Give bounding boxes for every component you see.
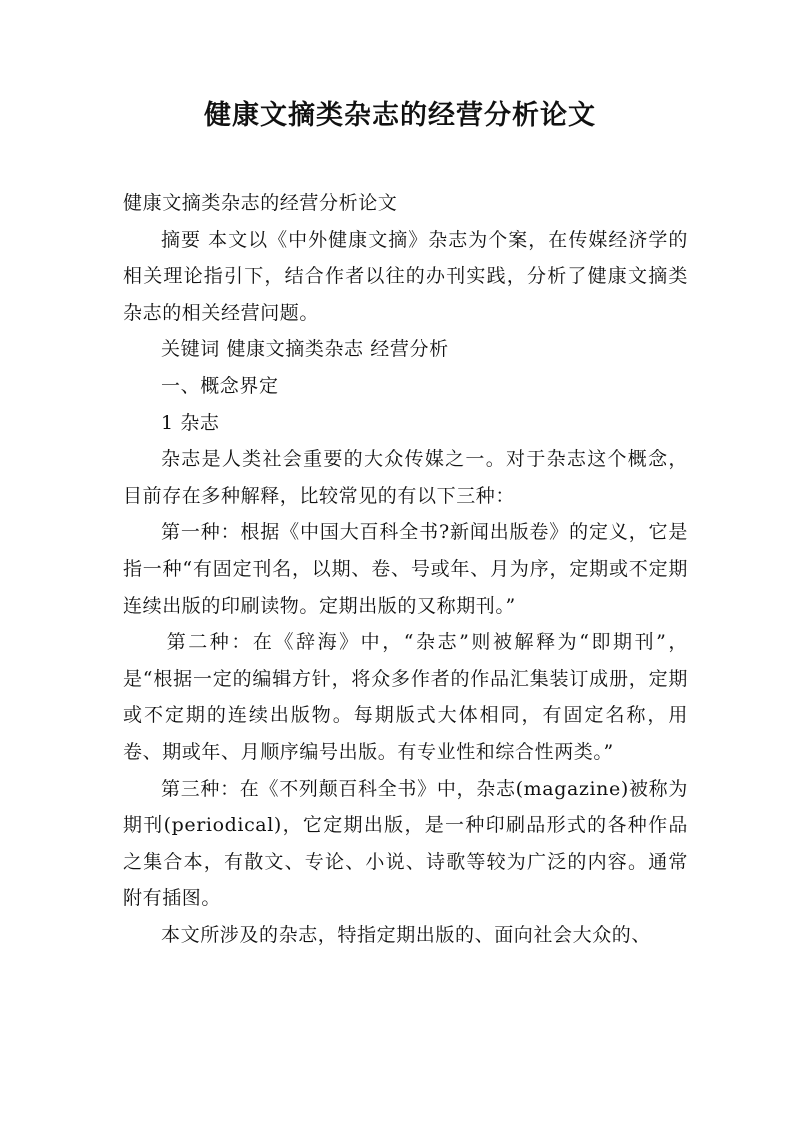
section-heading-concept: 一、概念界定 <box>161 374 279 397</box>
paragraph-abstract: 摘要 本文以《中外健康文摘》杂志为个案，在传媒经济学的相关理论指引下，结合作者以往的办刊实践，分析了健康文摘类杂志的相关经营问题。 <box>123 228 688 324</box>
paragraph-definition-third: 第三种：在《不列颠百科全书》中，杂志(magazine)被称为期刊(periodical)，它定期出版，是一种印刷品形式的各种作品之集合本，有散文、专论、小说、诗歌等较为广泛的内容。通常附有插图。 <box>123 777 688 910</box>
document-body <box>123 185 688 953</box>
paragraph-definition-first: 第一种：根据《中国大百科全书?新闻出版卷》的定义，它是指一种“有固定刊名，以期、卷、号或年、月为序，定期或不定期连续出版的印刷读物。定期出版的又称期刊。” <box>123 521 688 617</box>
paragraph-repeat-title: 健康文摘类杂志的经营分析论文 <box>123 192 398 214</box>
paragraph-scope: 本文所涉及的杂志，特指定期出版的、面向社会大众的、 <box>161 923 652 946</box>
paragraph-definition-second: 第二种：在《辞海》中，“杂志”则被解释为“即期刊”，是“根据一定的编辑方针，将众多作者的作品汇集装订成册，定期或不定期的连续出版物。每期版式大体相同，有固定名称，用卷、期或年、月顺序编号出版。有专业性和综合性两类。” <box>123 631 688 763</box>
subsection-heading-magazine: 1 杂志 <box>161 411 220 434</box>
paragraph-keywords: 关键词 健康文摘类杂志 经营分析 <box>161 338 449 361</box>
paragraph-magazine-intro: 杂志是人类社会重要的大众传媒之一。对于杂志这个概念，目前存在多种解释，比较常见的有以下三种： <box>123 448 688 507</box>
document-title: 健康文摘类杂志的经营分析论文 <box>204 100 596 131</box>
